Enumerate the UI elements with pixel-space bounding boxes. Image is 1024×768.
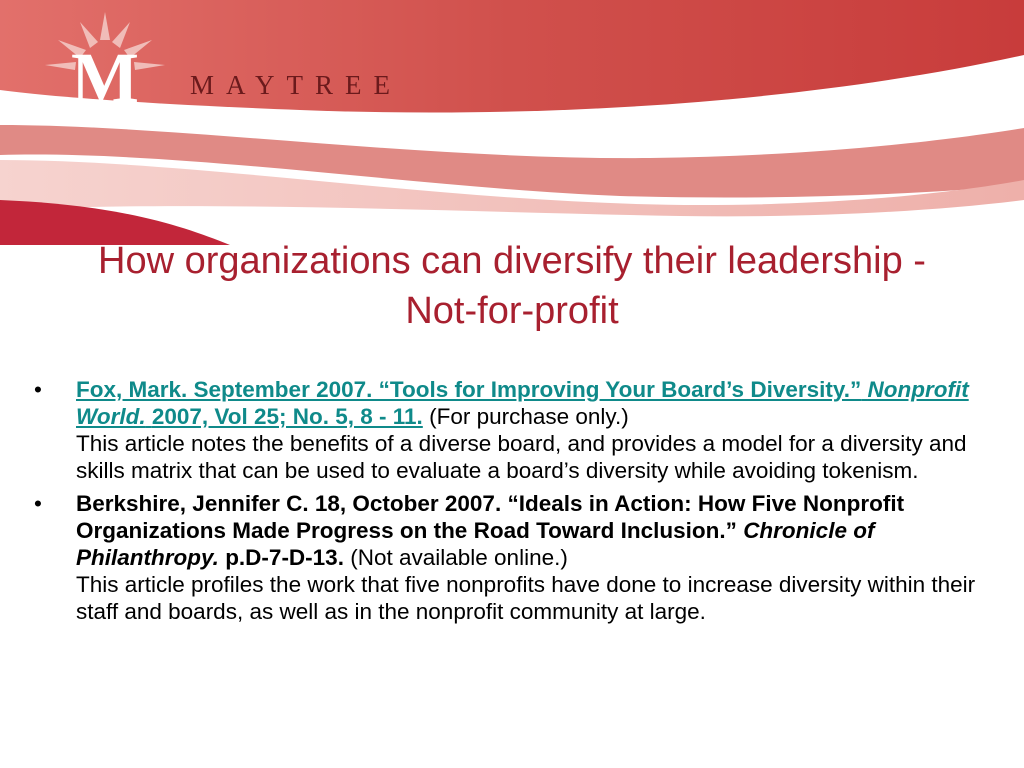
availability-note: (For purchase only.) [429, 404, 629, 429]
citation-text: Berkshire, Jennifer C. 18, October 2007. “Ideals in Action: How Five Nonprofit Organizations Made Progress on the Road Toward Inclusion.” Chronicle of Philanthropy. p.D-7-D-13. [76, 491, 905, 570]
citation-link[interactable]: Fox, Mark. September 2007. “Tools for Improving Your Board’s Diversity.” Nonprofit World. 2007, Vol 25; No. 5, 8 - 11. [76, 377, 969, 429]
availability-note: (Not available online.) [350, 545, 568, 570]
list-item [28, 490, 994, 625]
slide-title: How organizations can diversify their leadership - Not-for-profit [98, 240, 926, 332]
bullet-icon: • [34, 377, 42, 402]
item-description: This article profiles the work that five nonprofits have done to increase diversity within their staff and boards, as well as in the nonprofit community at large. [76, 572, 976, 624]
brand-wordmark: MAYTREE [190, 70, 403, 100]
list-item [28, 376, 994, 484]
reference-list [28, 376, 994, 631]
item-description: This article notes the benefits of a diverse board, and provides a model for a diversity and skills matrix that can be used to evaluate a board’s diversity while avoiding tokenism. [76, 431, 967, 483]
svg-text:M: M [71, 38, 139, 115]
bullet-icon: • [34, 491, 42, 516]
maytree-logo-icon [40, 10, 170, 115]
